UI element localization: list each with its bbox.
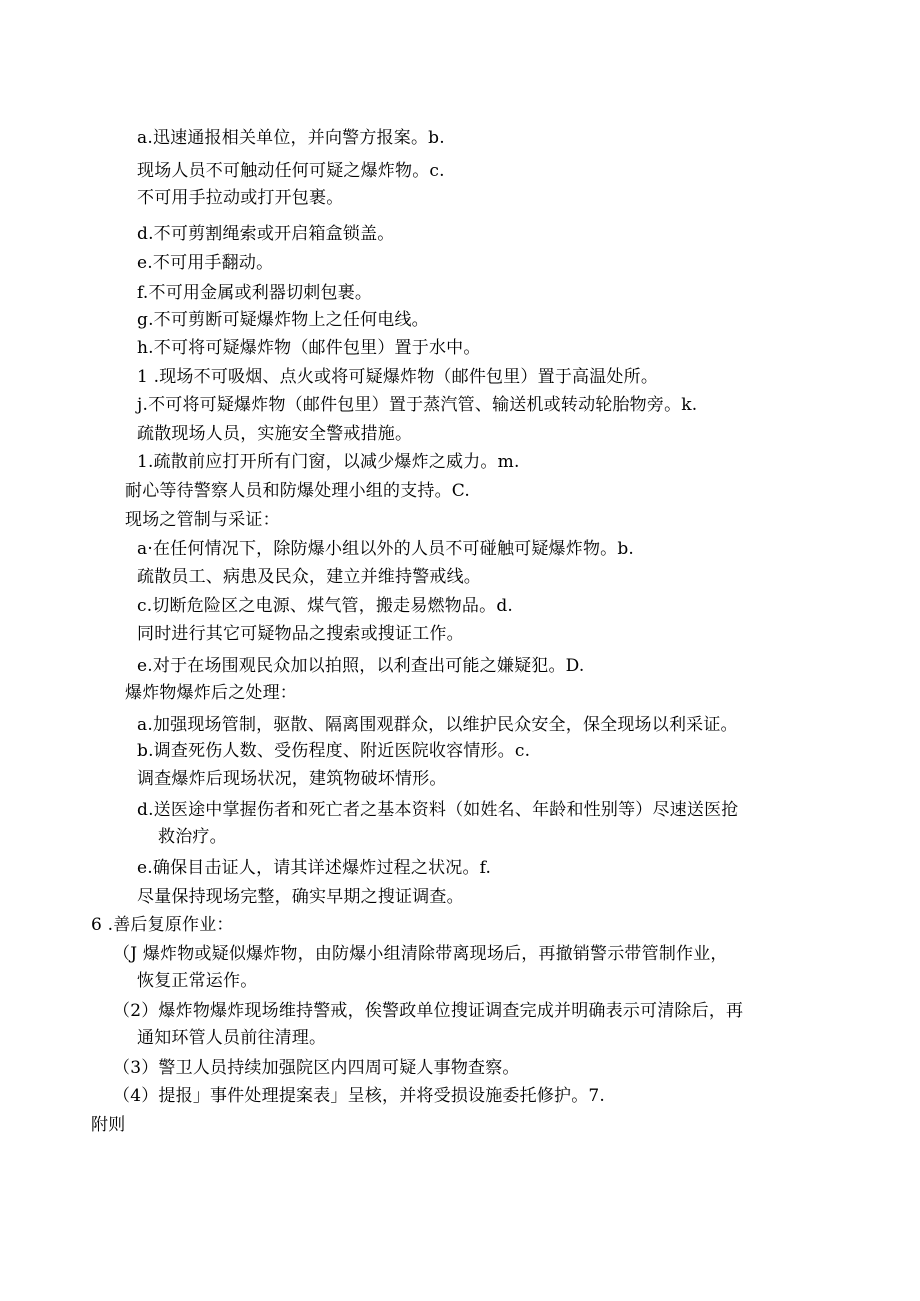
- text-line: e.不可用手翻动。: [137, 253, 274, 273]
- text-line: 1.疏散前应打开所有门窗，以减少爆炸之威力。m.: [137, 452, 520, 472]
- text-line: d.不可剪割绳索或开启箱盒锁盖。: [137, 224, 395, 244]
- text-line: 耐心等待警察人员和防爆处理小组的支持。C.: [125, 481, 471, 501]
- text-line: 疏散员工、病患及民众，建立并维持警戒线。: [137, 567, 481, 587]
- text-line: （3）警卫人员持续加强院区内四周可疑人事物查察。: [113, 1058, 520, 1078]
- section-heading: 爆炸物爆炸后之处理：: [125, 683, 297, 703]
- text-line: b.调查死伤人数、受伤程度、附近医院收容情形。c.: [137, 741, 531, 761]
- text-line: 现场人员不可触动任何可疑之爆炸物。c.: [137, 161, 445, 181]
- text-line: e.确保目击证人，请其详述爆炸过程之状况。f.: [137, 858, 492, 878]
- text-line: j.不可将可疑爆炸物（邮件包里）置于蒸汽管、输送机或转动轮胎物旁。k.: [137, 395, 698, 415]
- text-line: 疏散现场人员，实施安全警戒措施。: [137, 424, 413, 444]
- text-line: 尽量保持现场完整，确实早期之搜证调查。: [137, 887, 464, 907]
- text-line: 1 .现场不可吸烟、点火或将可疑爆炸物（邮件包里）置于高温处所。: [137, 367, 659, 387]
- text-line: c.切断危险区之电源、煤气管，搬走易燃物品。d.: [137, 596, 514, 616]
- text-line: d.送医途中掌握伤者和死亡者之基本资料（如姓名、年龄和性别等）尽速送医抢: [137, 800, 739, 820]
- text-line: e.对于在场围观民众加以拍照，以利查出可能之嫌疑犯。D.: [137, 656, 585, 676]
- text-line: g.不可剪断可疑爆炸物上之任何电线。: [137, 310, 429, 330]
- text-line: 救治疗。: [158, 827, 227, 847]
- text-line: f.不可用金属或利器切刺包裹。: [137, 283, 373, 303]
- section-heading: 现场之管制与采证：: [125, 510, 280, 530]
- text-line: 调查爆炸后现场状况，建筑物破坏情形。: [137, 769, 447, 789]
- section-heading: 6 .善后复原作业：: [91, 915, 234, 935]
- text-line: a.迅速通报相关单位，并向警方报案。b.: [137, 128, 445, 148]
- text-line: a.加强现场管制，驱散、隔离围观群众，以维护民众安全，保全现场以利采证。: [137, 715, 738, 735]
- text-line: （J 爆炸物或疑似爆炸物，由防爆小组清除带离现场后，再撤销警示带管制作业，: [113, 944, 728, 964]
- text-line: 同时进行其它可疑物品之搜索或搜证工作。: [137, 624, 464, 644]
- text-line: 通知环管人员前往清理。: [137, 1028, 327, 1048]
- text-line: a·在任何情况下，除防爆小组以外的人员不可碰触可疑爆炸物。b.: [137, 539, 635, 559]
- text-line: 恢复正常运作。: [137, 971, 258, 991]
- text-line: （4）提报」事件处理提案表」呈核，并将受损设施委托修护。7.: [113, 1086, 606, 1106]
- section-heading: 附则: [91, 1115, 126, 1135]
- text-line: （2）爆炸物爆炸现场维持警戒，俟警政单位搜证调查完成并明确表示可清除后，再: [113, 1001, 744, 1021]
- text-line: h.不可将可疑爆炸物（邮件包里）置于水中。: [137, 338, 481, 358]
- text-line: 不可用手拉动或打开包裹。: [137, 188, 344, 208]
